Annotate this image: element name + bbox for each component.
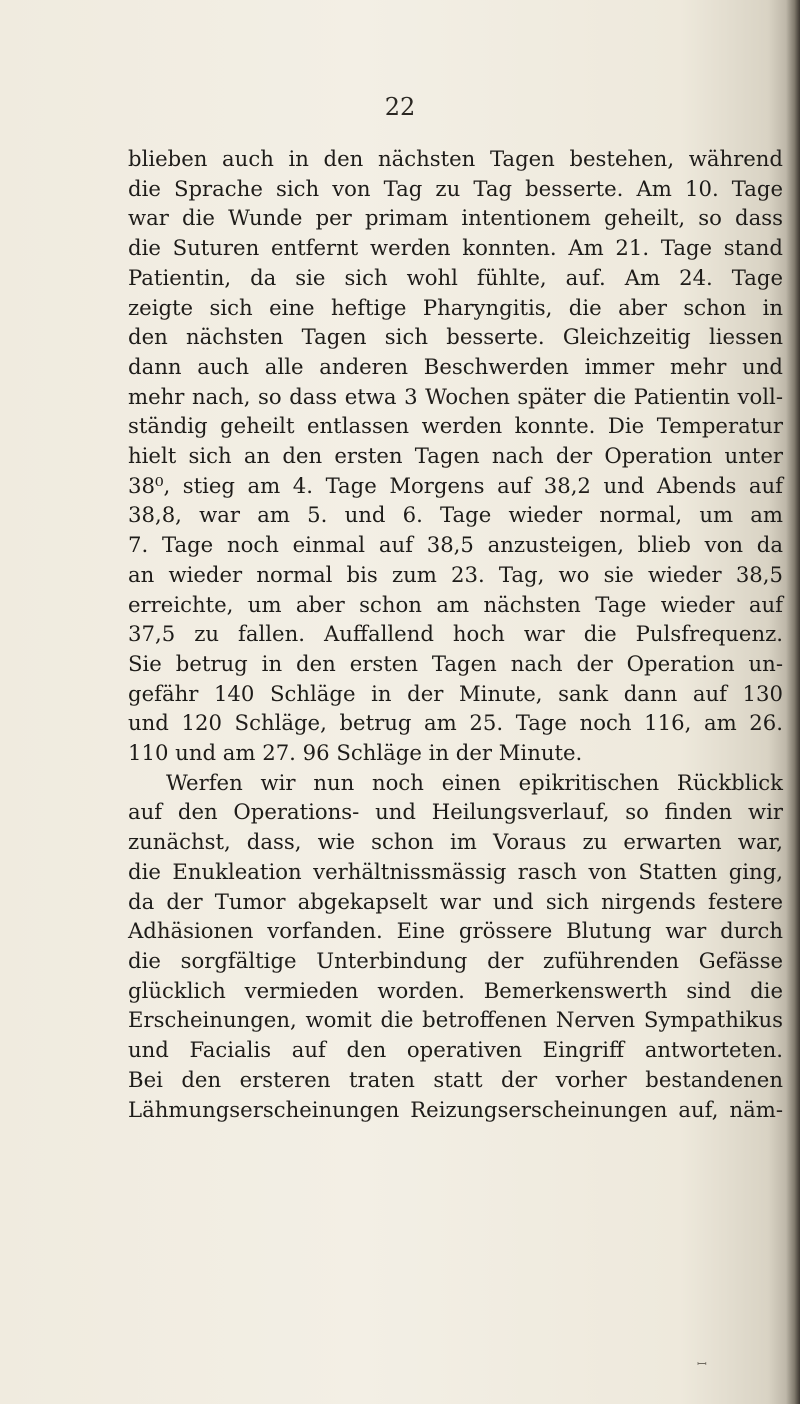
text-line: 110 und am 27. 96 Schläge in der Minute. [128, 740, 583, 766]
text-line: und 120 Schläge, betrug am 25. Tage noch 116, am 26. [128, 710, 783, 736]
text-line: die Enukleation verhältnissmässig rasch von Statten ging, [128, 858, 783, 884]
paragraph-2 [128, 768, 783, 1124]
text-line: glücklich vermieden worden. Bemerkenswerth sind die [128, 977, 783, 1003]
text-line: die Suturen entfernt werden konnten. Am 21. Tage stand [128, 235, 783, 261]
text-line: zeigte sich eine heftige Pharyngitis, die aber schon in [128, 294, 783, 320]
page-binding-shadow [786, 0, 800, 1404]
text-line: gefähr 140 Schläge in der Minute, sank dann auf 130 [128, 680, 783, 706]
text-line: Sie betrug in den ersten Tagen nach der Operation un- [128, 650, 783, 676]
text-line: 38⁰, stieg am 4. Tage Morgens auf 38,2 und Abends auf [128, 472, 783, 498]
text-line: war die Wunde per primam intentionem geheilt, so dass [128, 205, 783, 231]
text-line: blieben auch in den nächsten Tagen bestehen, während [128, 146, 783, 171]
text-line: Adhäsionen vorfanden. Eine grössere Blutung war durch [128, 918, 783, 944]
text-line: ständig geheilt entlassen werden konnte. Die Temperatur [128, 413, 783, 439]
text-line: mehr nach, so dass etwa 3 Wochen später die Patientin voll- [128, 383, 783, 409]
stray-ink-mark: ꟷ [697, 1357, 707, 1371]
text-line: an wieder normal bis zum 23. Tag, wo sie wieder 38,5 [128, 561, 783, 587]
text-line: 37,5 zu fallen. Auffallend hoch war die Pulsfrequenz. [128, 621, 783, 647]
text-line: auf den Operations- und Heilungsverlauf, so finden wir [128, 799, 783, 825]
text-line: dann auch alle anderen Beschwerden immer mehr und [128, 353, 783, 379]
text-line: 38,8, war am 5. und 6. Tage wieder normal, um am [128, 502, 783, 528]
text-line: 7. Tage noch einmal auf 38,5 anzusteigen, blieb von da [128, 532, 783, 558]
text-line: zunächst, dass, wie schon im Voraus zu erwarten war, [128, 829, 783, 855]
text-line: da der Tumor abgekapselt war und sich nirgends festere [128, 888, 783, 914]
text-line: die Sprache sich von Tag zu Tag besserte. Am 10. Tage [128, 175, 783, 201]
text-line: die sorgfältige Unterbindung der zuführenden Gefässe [128, 947, 783, 973]
body-text [128, 144, 783, 1124]
text-line: Patientin, da sie sich wohl fühlte, auf. Am 24. Tage [128, 264, 783, 290]
text-line: Erscheinungen, womit die betroffenen Nerven Sympathikus [128, 1007, 783, 1033]
paragraph-1 [128, 144, 783, 768]
text-line: hielt sich an den ersten Tagen nach der Operation unter [128, 443, 783, 469]
text-line: Lähmungserscheinungen Reizungserscheinungen auf, näm- [128, 1096, 783, 1122]
text-line: Werfen wir nun noch einen epikritischen Rückblick [166, 769, 783, 795]
text-line: den nächsten Tagen sich besserte. Gleichzeitig liessen [128, 324, 783, 350]
text-line: Bei den ersteren traten statt der vorher bestandenen [128, 1066, 783, 1092]
page-number: 22 [384, 93, 416, 121]
text-line: und Facialis auf den operativen Eingriff antworteten. [128, 1037, 783, 1063]
text-line: erreichte, um aber schon am nächsten Tage wieder auf [128, 591, 783, 617]
